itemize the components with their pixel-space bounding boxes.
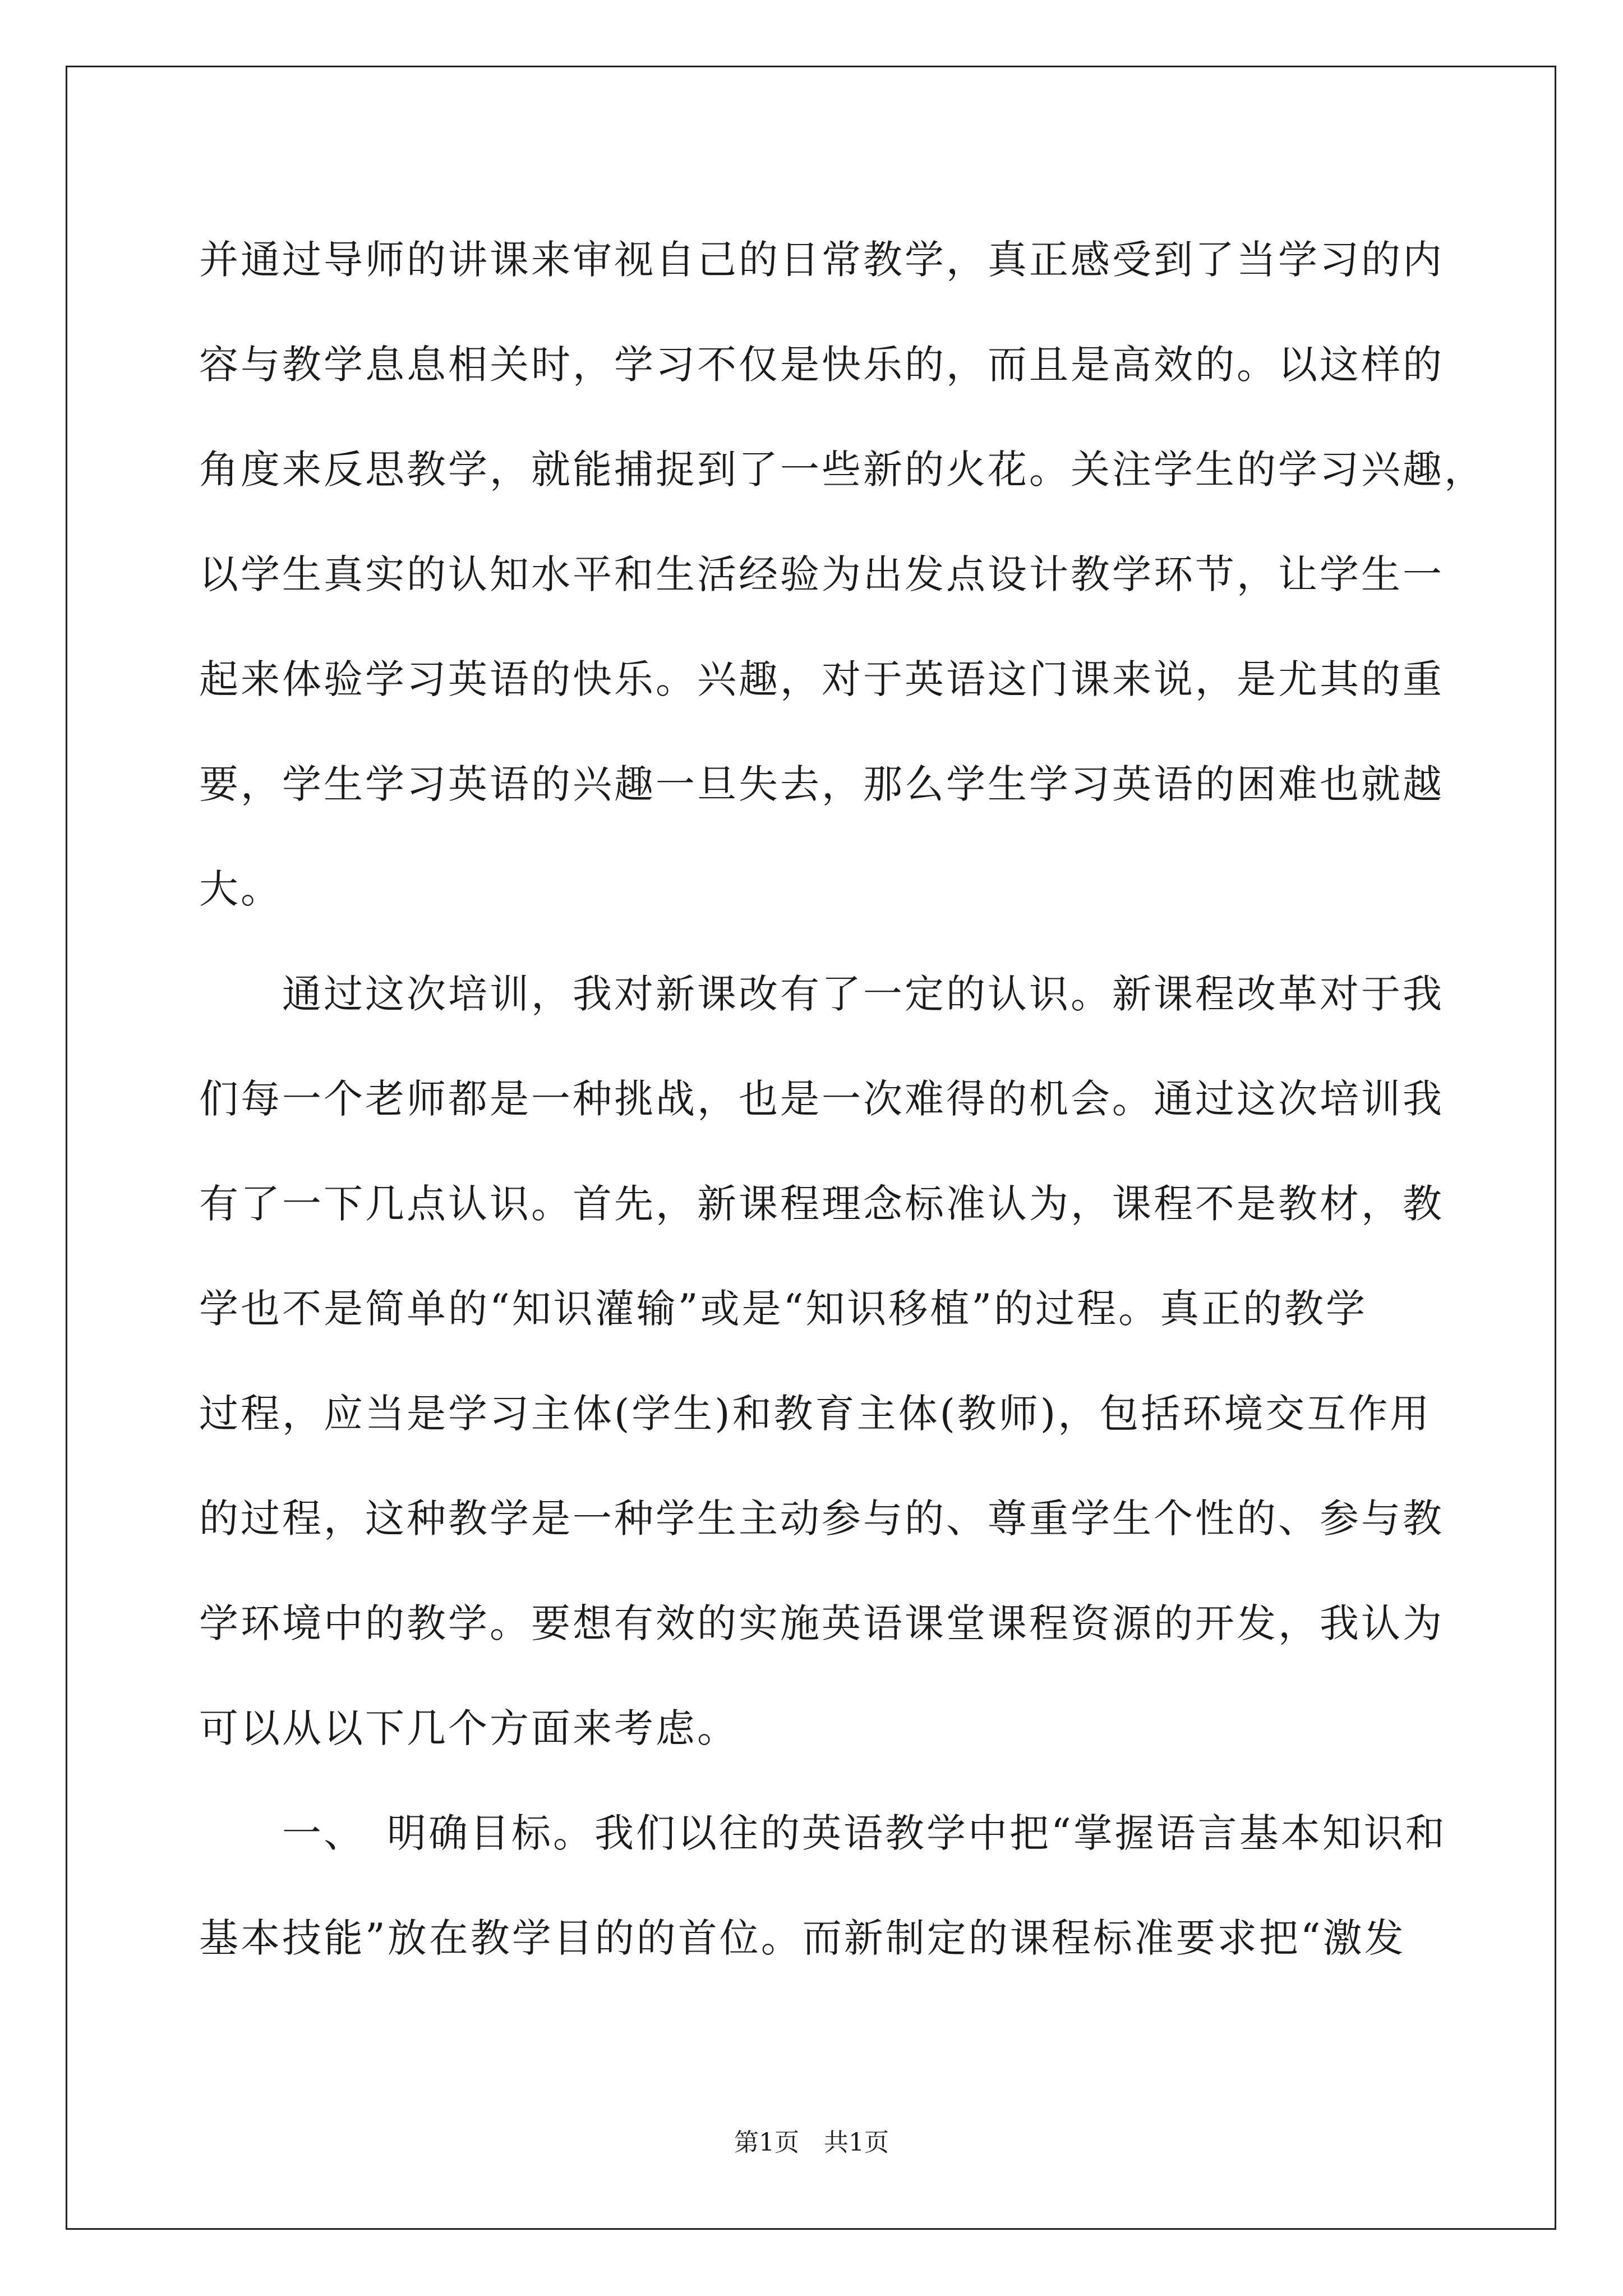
- text-line: 通过这次培训，我对新课改有了一定的认识。新课程改革对于我: [199, 971, 1444, 1017]
- text-line: 过程，应当是学习主体(学生)和教育主体(教师)，包括环境交互作用: [199, 1391, 1432, 1437]
- text-line: 大。: [199, 866, 282, 912]
- text-line: 角度来反思教学，就能捕捉到了一些新的火花。关注学生的学习兴趣，: [199, 447, 1486, 493]
- paragraph-2: [199, 942, 1444, 1781]
- text-line: 们每一个老师都是一种挑战，也是一次难得的机会。通过这次培训我: [199, 1076, 1444, 1122]
- page-number-footer: 第1页 共1页: [734, 2128, 889, 2157]
- document-body: [199, 208, 1486, 1991]
- text-line: 的过程，这种教学是一种学生主动参与的、尊重学生个性的、参与教: [199, 1496, 1444, 1542]
- text-line: 以学生真实的认知水平和生活经验为出发点设计教学环节，让学生一: [199, 551, 1444, 597]
- text-line: 可以从以下几个方面来考虑。: [199, 1705, 739, 1751]
- text-line: 学也不是简单的“知识灌输”或是“知识移植”的过程。真正的教学: [199, 1286, 1368, 1332]
- paragraph-1: [199, 208, 1486, 942]
- text-line: 有了一下几点认识。首先，新课程理念标准认为，课程不是教材，教: [199, 1181, 1444, 1227]
- text-line: 学环境中的教学。要想有效的实施英语课堂课程资源的开发，我认为: [199, 1600, 1444, 1646]
- text-line: 基本技能”放在教学目的的首位。而新制定的课程标准要求把“激发: [199, 1915, 1406, 1961]
- text-line: 起来体验学习英语的快乐。兴趣，对于英语这门课来说，是尤其的重: [199, 656, 1444, 702]
- text-line: 要，学生学习英语的兴趣一旦失去，那么学生学习英语的困难也就越: [199, 761, 1444, 807]
- text-line: 并通过导师的讲课来审视自己的日常教学，真正感受到了当学习的内: [199, 237, 1444, 283]
- text-line: 容与教学息息相关时，学习不仅是快乐的，而且是高效的。以这样的: [199, 342, 1444, 388]
- text-line: 一、 明确目标。我们以往的英语教学中把“掌握语言基本知识和: [199, 1810, 1447, 1856]
- paragraph-3: [199, 1781, 1447, 1991]
